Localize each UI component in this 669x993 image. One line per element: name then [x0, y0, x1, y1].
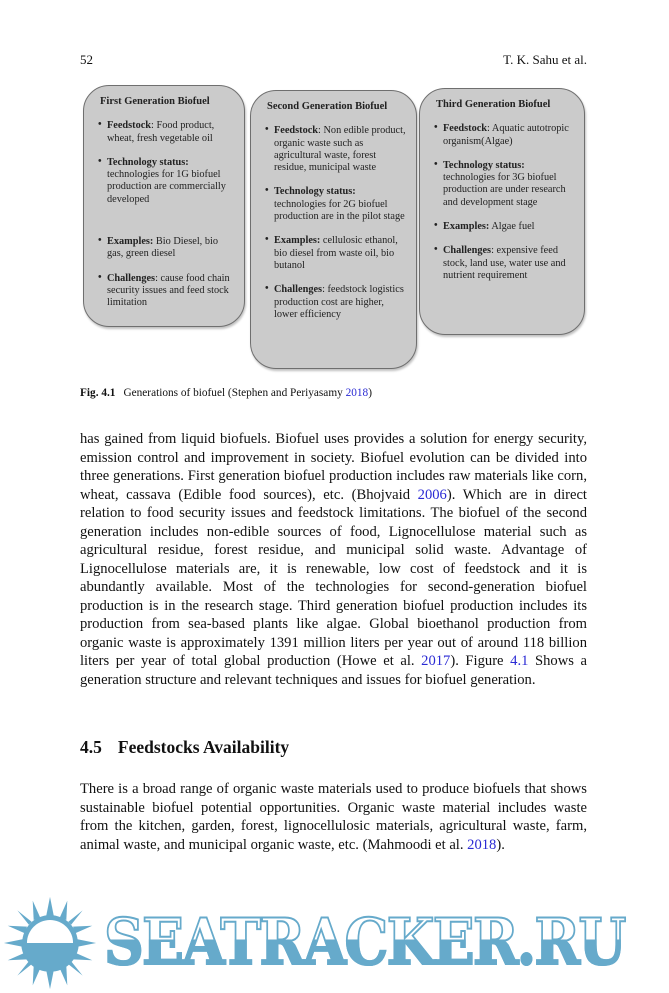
bullet-icon: •	[434, 244, 438, 256]
bullet-icon: •	[98, 235, 102, 247]
bullet-icon: •	[434, 158, 438, 170]
citation-link[interactable]: 2018	[345, 387, 369, 399]
figure-reference-link[interactable]: 4.1	[510, 653, 529, 669]
bullet-icon: •	[98, 271, 102, 283]
bullet-icon: •	[265, 124, 269, 136]
section-number: 4.5	[80, 737, 102, 757]
feedstock-item: • Feedstock: Aquatic autotropic organism(Algae)	[434, 122, 569, 147]
bullet-icon: •	[265, 185, 269, 197]
technology-status-item: • Technology status: technologies for 3G biofuel production are under research and development stage	[434, 158, 566, 208]
figure-caption: Fig. 4.1 Generations of biofuel (Stephen and Periyasamy 2018)	[80, 387, 372, 399]
bullet-icon: •	[265, 234, 269, 246]
challenges-item: • Challenges: expensive feed stock, land use, water use and nutrient requirement	[434, 244, 566, 281]
body-paragraph: has gained from liquid biofuels. Biofuel uses provides a solution for energy security, emission control and improvement in society. Biofuel evolution can be divided into three generations. First generation biofuel production includes raw materials like corn, wheat, cassava (Edible food sources), etc. (Bhojvaid 2006). Which are in direct relation to food security issues and feedstock limitations. The biofuel of the second generation includes non-edible sources of food, Lignocellulose material such as agricultural residue, forest residue, and municipal solid waste. Advantage of Lignocellulose materials are, it is renewable, low cost of feedstock and it is abundantly available. Most of the technologies for second-generation biofuel production is in the research stage. Third generation biofuel production includes its production from sea-based plants like algae. Global bioethanol production from organic waste is approximately 1391 million liters per year out of around 118 billion liters per year of total global production (Howe et al. 2017). Figure 4.1 Shows a generation structure and relevant techniques and issues for biofuel generation.	[80, 431, 587, 688]
citation-link[interactable]: 2006	[417, 486, 447, 503]
watermark-text: SEATRACKER.RU	[104, 905, 625, 980]
challenges-item: • Challenges: feedstock logistics production cost are higher, lower efficiency	[265, 283, 404, 320]
page-header	[80, 52, 587, 70]
bullet-icon: •	[98, 155, 102, 167]
feedstock-item: • Feedstock: Non edible product, organic waste such as agricultural waste, forest residue, municipal waste	[265, 124, 406, 174]
second-generation-box	[250, 90, 417, 369]
citation-link[interactable]: 2018	[467, 836, 497, 853]
body-paragraph: There is a broad range of organic waste materials used to produce biofuels that shows sustainable biofuel potential opportunities. Organic waste material includes waste from the kitchen, garden, forest, lignocellulosic materials, agricultural waste, farm, animal waste, and municipal organic waste, etc. (Mahmoodi et al. 2018).	[80, 781, 587, 853]
running-head: T. K. Sahu et al.	[503, 52, 587, 67]
feedstock-item: • Feedstock: Food product, wheat, fresh vegetable oil	[98, 119, 215, 144]
examples-item: • Examples: Bio Diesel, bio gas, green diesel	[98, 235, 218, 260]
examples-item: • Examples: cellulosic ethanol, bio diesel from waste oil, bio butanol	[265, 234, 398, 271]
bullet-icon: •	[434, 122, 438, 134]
challenges-item: • Challenges: cause food chain security issues and feed stock limitation	[98, 271, 230, 309]
sun-icon	[2, 895, 98, 991]
bullet-icon: •	[434, 220, 438, 232]
section-heading	[80, 737, 289, 758]
third-generation-box	[419, 88, 585, 335]
figure-biofuel-generations	[80, 80, 590, 380]
examples-item: • Examples: Algae fuel	[434, 220, 535, 233]
technology-status-item: • Technology status: technologies for 1G biofuel production are commercially developed	[98, 155, 226, 205]
box-title: Second Generation Biofuel	[267, 101, 388, 112]
bullet-icon: •	[98, 119, 102, 131]
box-title: First Generation Biofuel	[100, 96, 210, 107]
citation-link[interactable]: 2017	[421, 653, 451, 669]
section-title: Feedstocks Availability	[117, 737, 290, 757]
bullet-icon: •	[265, 283, 269, 295]
figure-label: Fig. 4.1	[80, 387, 116, 399]
technology-status-item: • Technology status: technologies for 2G biofuel production are in the pilot stage	[265, 185, 405, 223]
box-title: Third Generation Biofuel	[436, 99, 551, 110]
page-number: 52	[80, 52, 93, 67]
watermark	[0, 893, 669, 993]
first-generation-box	[83, 85, 245, 327]
